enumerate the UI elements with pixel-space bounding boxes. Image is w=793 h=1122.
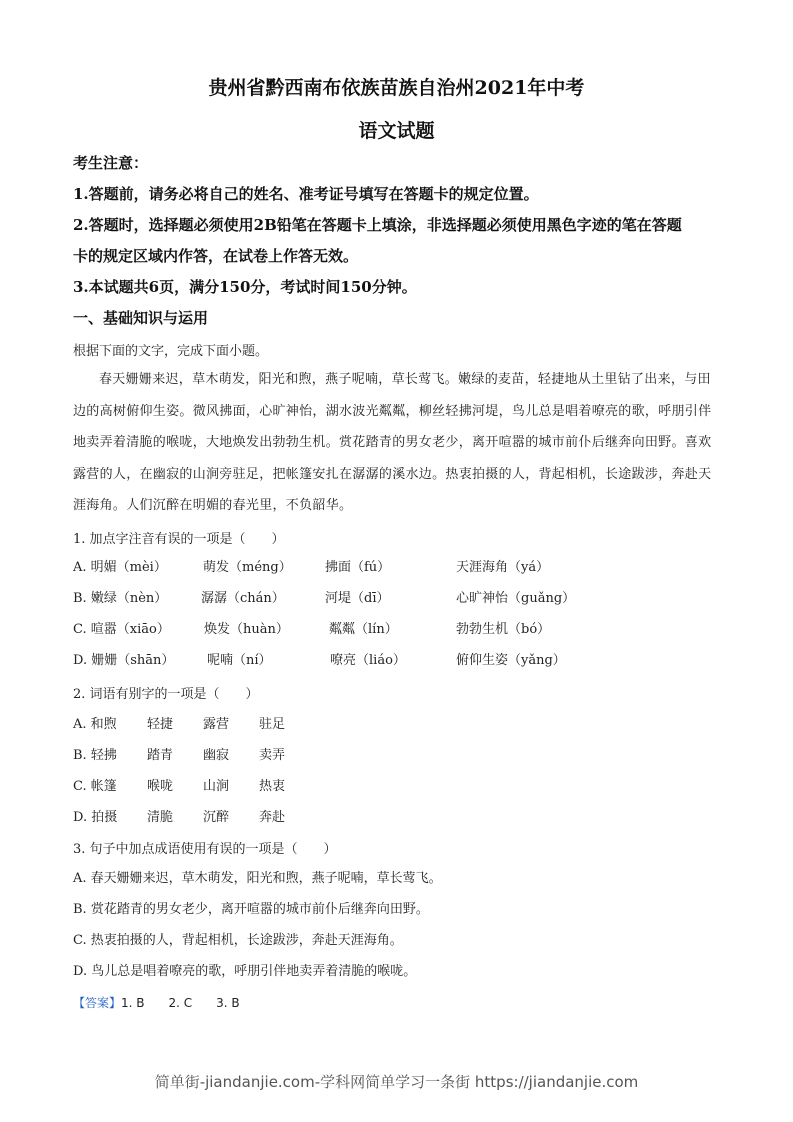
answer-line	[73, 994, 240, 1011]
q2-option-b-4: 卖弄	[259, 748, 286, 763]
q3-option-b: B. 赏花踏青的男女老少，离开喧嚣的城市前仆后继奔向田野。	[73, 902, 429, 917]
q1-option-a-4: 天涯海角（yá）	[456, 560, 550, 575]
q1-option-c-2: 焕发（huàn）	[204, 622, 289, 637]
footer-watermark: 简单街-jiandanjie.com-学科网简单学习一条街 https://jiandanjie.com	[154, 1073, 639, 1091]
q2-option-d-3: 沉醉	[203, 810, 230, 825]
q2-option-d-2: 清脆	[147, 810, 174, 825]
q3-option-d: D. 鸟儿总是唱着嘹亮的歌，呼朋引伴地卖弄着清脆的喉咙。	[73, 964, 417, 979]
q1-option-a-2: 萌发（méng）	[203, 560, 292, 575]
q1-option-b-1: B. 嫩绿（nèn）	[73, 591, 168, 606]
q1-option-b-4: 心旷神怡（guǎng）	[456, 591, 576, 606]
notice-item-2-line-2: 卡的规定区域内作答，在试卷上作答无效。	[73, 247, 359, 265]
q2-option-a-4: 驻足	[259, 717, 286, 732]
q1-option-c-1: C. 喧嚣（xiāo）	[73, 622, 170, 637]
notice-item-3: 3.本试题共6页，满分150分，考试时间150分钟。	[73, 278, 417, 296]
q2-option-c-2: 喉咙	[147, 779, 174, 794]
q1-option-d-2: 呢喃（ní）	[207, 653, 272, 668]
q3-option-c: C. 热衷拍摄的人，背起相机，长途跋涉，奔赴天涯海角。	[73, 933, 403, 948]
q2-option-b-1: B. 轻拂	[73, 748, 117, 763]
q2-option-c-4: 热衷	[259, 779, 286, 794]
q2-option-d-1: D. 拍摄	[73, 810, 118, 825]
page-subtitle: 语文试题	[358, 120, 435, 142]
q1-option-c-3: 粼粼（lín）	[329, 622, 398, 637]
q1-option-d-4: 俯仰生姿（yǎng）	[456, 653, 566, 668]
q2-option-d-4: 奔赴	[259, 810, 286, 825]
q1-option-d-1: D. 姗姗（shān）	[73, 653, 175, 668]
notice-heading: 考生注意：	[73, 154, 149, 172]
q1-option-c-4: 勃勃生机（bó）	[456, 622, 551, 637]
notice-item-1: 1.答题前，请务必将自己的姓名、准考证号填写在答题卡的规定位置。	[73, 185, 539, 203]
section-heading: 一、基础知识与运用	[73, 309, 209, 327]
q2-option-b-3: 幽寂	[203, 748, 230, 763]
section-instruction: 根据下面的文字，完成下面小题。	[73, 344, 269, 359]
q2-option-c-3: 山涧	[203, 779, 230, 794]
q1-option-b-2: 潺潺（chán）	[201, 591, 285, 606]
q1-option-d-3: 嘹亮（liáo）	[330, 653, 406, 668]
q2-option-b-2: 踏青	[147, 748, 174, 763]
q2-option-c-1: C. 帐篷	[73, 779, 117, 794]
answer-label: 【答案】	[73, 996, 122, 1010]
q1-option-a-3: 拂面（fú）	[325, 560, 391, 575]
q1-option-a-1: A. 明媚（mèi）	[73, 560, 167, 575]
q2-option-a-1: A. 和煦	[73, 717, 117, 732]
question-3-stem: 3. 句子中加点成语使用有误的一项是（ ）	[73, 842, 337, 857]
q1-option-b-3: 河堤（dī）	[325, 591, 390, 606]
page-title: 贵州省黔西南布依族苗族自治州2021年中考	[208, 77, 585, 99]
reading-passage: 春天姗姗来迟，草木萌发，阳光和煦，燕子呢喃，草长莺飞。嫩绿的麦苗，轻捷地从土里钻了出来，与田边的高树俯仰生姿。微风拂面，心旷神怡，湖水波光粼粼，柳丝轻拂河堤，鸟儿总是唱着嘹亮的歌，呼朋引伴地卖弄着清脆的喉咙，大地焕发出勃勃生机。赏花踏青的男女老少，离开喧嚣的城市前仆后继奔向田野。喜欢露营的人，在幽寂的山涧旁驻足，把帐篷安扎在潺潺的溪水边。热衷拍摄的人，背起相机，长途跋涉，奔赴天涯海角。人们沉醉在明媚的春光里，不负韶华。	[73, 372, 712, 513]
question-1-stem: 1. 加点字注音有误的一项是（ ）	[73, 532, 285, 547]
q2-option-a-2: 轻捷	[147, 717, 174, 732]
q3-option-a: A. 春天姗姗来迟，草木萌发，阳光和煦，燕子呢喃，草长莺飞。	[73, 871, 442, 886]
answer-values: 1. B 2. C 3. B	[121, 996, 240, 1010]
notice-item-2-line-1: 2.答题时，选择题必须使用2B铅笔在答题卡上填涂，非选择题必须使用黑色字迹的笔在答题	[73, 216, 682, 234]
question-2-stem: 2. 词语有别字的一项是（ ）	[73, 687, 259, 702]
q2-option-a-3: 露营	[203, 717, 230, 732]
